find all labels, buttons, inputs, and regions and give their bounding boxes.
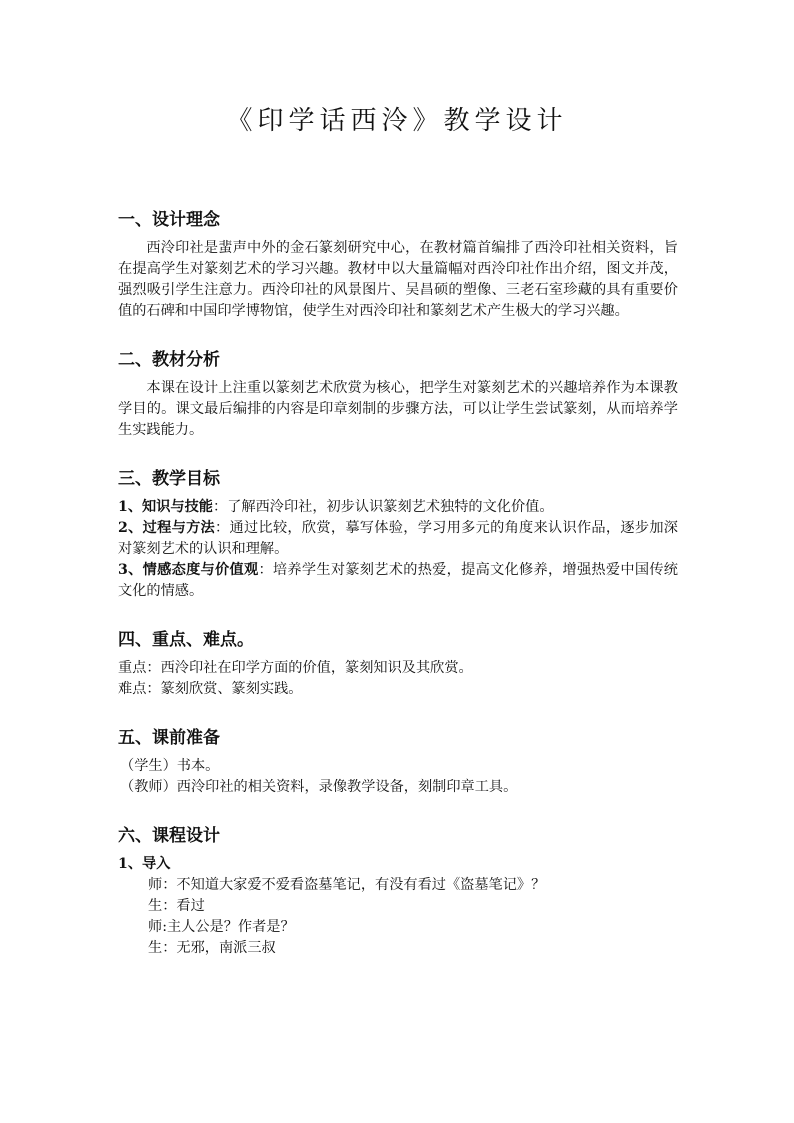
material-analysis-paragraph: 本课在设计上注重以篆刻艺术欣赏为核心，把学生对篆刻艺术的兴趣培养作为本课教学目的。课文最后编排的内容是印章刻制的步骤方法，可以让学生尝试篆刻，从而培养学生实践能力。: [118, 380, 678, 438]
section-heading-course-design: 六、课程设计: [118, 826, 220, 846]
dialogue-line: 师：不知道大家爱不爱看盗墓笔记，有没有看过《盗墓笔记》？: [148, 877, 546, 893]
section-heading-teaching-goals: 三、教学目标: [118, 469, 220, 489]
goal-text: ：培养学生对篆刻艺术的热爱，提高文化修养，增强热爱中国传统文化的情感。: [118, 562, 678, 599]
design-concept-paragraph: 西泠印社是蜚声中外的金石篆刻研究中心，在教材篇首编排了西泠印社相关资料，旨在提高学生对篆刻艺术的学习兴趣。教材中以大量篇幅对西泠印社作出介绍，图文并茂，强烈吸引学生注意力。西泠印社的风景图片、吴昌硕的塑像、三老石室珍藏的具有重要价值的石碑和中国印学博物馆，使学生对西泠印社和篆刻艺术产生极大的学习兴趣。: [118, 240, 678, 319]
goal-knowledge-skills: [118, 497, 678, 518]
key-point-line: 重点：西泠印社在印学方面的价值，篆刻知识及其欣赏。: [118, 660, 473, 676]
dialogue-line: 生：看过: [148, 898, 205, 914]
preparation-student: （学生）书本。: [120, 758, 220, 774]
goal-text: ：通过比较，欣赏，摹写体验，学习用多元的角度来认识作品，逐步加深对篆刻艺术的认识和理解。: [118, 520, 678, 557]
goal-label: 3、情感态度与价值观: [118, 562, 259, 578]
document-title: 《印学话西泠》教学设计: [226, 106, 568, 136]
goal-label: 2、过程与方法: [118, 520, 216, 536]
preparation-teacher: （教师）西泠印社的相关资料，录像教学设备，刻制印章工具。: [120, 779, 518, 795]
section-heading-key-difficult: 四、重点、难点。: [118, 630, 254, 650]
difficult-point-line: 难点：篆刻欣赏、篆刻实践。: [118, 681, 303, 697]
goal-process-method: [118, 518, 678, 560]
dialogue-line: 师:主人公是？作者是？: [148, 919, 295, 935]
dialogue-line: 生：无邪，南派三叔: [148, 940, 276, 956]
document-body: [118, 208, 678, 959]
subsection-introduction: 1、导入: [118, 856, 171, 872]
section-heading-material-analysis: 二、教材分析: [118, 350, 220, 370]
goal-attitude-values: [118, 560, 678, 602]
section-heading-preparation: 五、课前准备: [118, 728, 220, 748]
goal-text: ：了解西泠印社，初步认识篆刻艺术独特的文化价值。: [213, 499, 554, 515]
goal-label: 1、知识与技能: [118, 499, 213, 515]
section-heading-design-concept: 一、设计理念: [118, 210, 220, 230]
